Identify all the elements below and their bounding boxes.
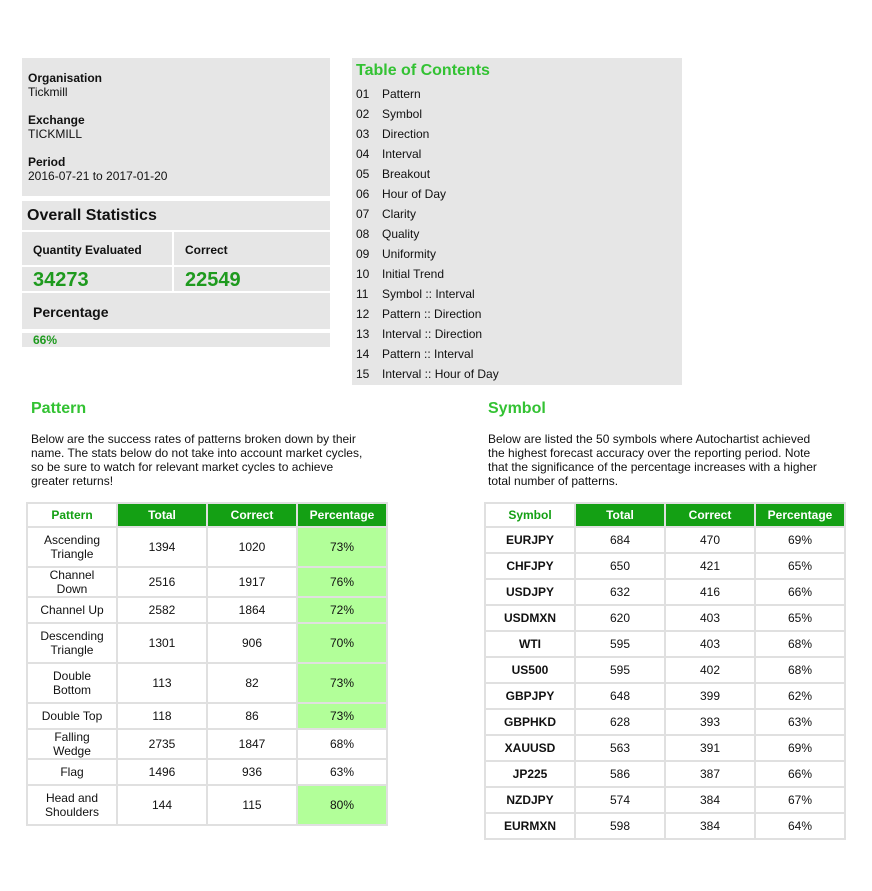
pattern-section-description: Below are the success rates of patterns broken down by their name. The stats below do not take into account market cycles, so be sure to watch for relevant market cycles to achieve greater returns!	[31, 432, 363, 488]
pattern-total-cell: 2582	[118, 598, 206, 622]
correct-cell	[174, 267, 330, 291]
symbol-correct-cell: 384	[666, 788, 754, 812]
pattern-total-cell: 113	[118, 664, 206, 702]
table-of-contents	[352, 58, 682, 385]
toc-item-number: 07	[356, 207, 370, 221]
toc-item-label: Interval	[382, 147, 422, 161]
pattern-correct-cell: 1864	[208, 598, 296, 622]
overall-statistics-header	[22, 201, 330, 230]
table-row	[28, 598, 386, 622]
toc-item-interval[interactable]	[356, 147, 421, 161]
symbol-total-cell: 586	[576, 762, 664, 786]
symbol-correct-cell: 403	[666, 606, 754, 630]
pattern-percentage-cell: 73%	[298, 704, 386, 728]
toc-item-number: 09	[356, 247, 370, 261]
symbol-correct-cell: 393	[666, 710, 754, 734]
toc-item-label: Uniformity	[382, 247, 437, 261]
toc-item-label: Symbol :: Interval	[382, 287, 475, 301]
symbol-percentage-cell: 67%	[756, 788, 844, 812]
table-row	[486, 632, 844, 656]
symbol-column-header: Total	[576, 504, 664, 526]
pattern-correct-cell: 906	[208, 624, 296, 662]
toc-item-label: Direction	[382, 127, 430, 141]
toc-item-number: 13	[356, 327, 370, 341]
table-row	[28, 624, 386, 662]
symbol-name-cell: US500	[486, 658, 574, 682]
table-row	[486, 606, 844, 630]
correct-header	[174, 232, 330, 265]
quantity-evaluated-value: 34273	[33, 269, 89, 291]
table-row	[486, 762, 844, 786]
pattern-name-cell: Ascending Triangle	[28, 528, 116, 566]
table-row	[486, 736, 844, 760]
table-row	[28, 704, 386, 728]
table-row	[28, 786, 386, 824]
toc-item-symbol[interactable]	[356, 107, 422, 121]
symbol-name-cell: GBPJPY	[486, 684, 574, 708]
symbol-percentage-cell: 69%	[756, 528, 844, 552]
symbol-name-cell: JP225	[486, 762, 574, 786]
pattern-total-cell: 2735	[118, 730, 206, 758]
toc-item-label: Interval :: Direction	[382, 327, 483, 341]
pattern-percentage-cell: 72%	[298, 598, 386, 622]
pattern-table	[26, 502, 388, 826]
toc-item-number: 03	[356, 127, 370, 141]
toc-item-number: 06	[356, 187, 370, 201]
toc-item-number: 15	[356, 367, 370, 381]
table-row	[486, 710, 844, 734]
pattern-column-header: Total	[118, 504, 206, 526]
table-row	[486, 814, 844, 838]
symbol-correct-cell: 403	[666, 632, 754, 656]
table-row	[486, 684, 844, 708]
table-row	[28, 664, 386, 702]
symbol-name-cell: USDMXN	[486, 606, 574, 630]
pattern-column-header: Correct	[208, 504, 296, 526]
toc-item-number: 12	[356, 307, 370, 321]
symbol-percentage-cell: 68%	[756, 632, 844, 656]
table-row	[28, 568, 386, 596]
symbol-correct-cell: 416	[666, 580, 754, 604]
pattern-column-header: Percentage	[298, 504, 386, 526]
symbol-total-cell: 628	[576, 710, 664, 734]
symbol-correct-cell: 470	[666, 528, 754, 552]
pattern-correct-cell: 82	[208, 664, 296, 702]
toc-item-number: 02	[356, 107, 370, 121]
symbol-name-cell: EURMXN	[486, 814, 574, 838]
symbol-total-cell: 632	[576, 580, 664, 604]
pattern-percentage-cell: 73%	[298, 528, 386, 566]
pattern-percentage-cell: 63%	[298, 760, 386, 784]
symbol-total-cell: 620	[576, 606, 664, 630]
pattern-name-cell: Descending Triangle	[28, 624, 116, 662]
symbol-total-cell: 684	[576, 528, 664, 552]
toc-item-label: Pattern	[382, 87, 421, 101]
symbol-name-cell: USDJPY	[486, 580, 574, 604]
symbol-name-cell: EURJPY	[486, 528, 574, 552]
pattern-correct-cell: 115	[208, 786, 296, 824]
symbol-section-title: Symbol	[488, 400, 546, 417]
symbol-correct-cell: 399	[666, 684, 754, 708]
symbol-percentage-cell: 66%	[756, 762, 844, 786]
period-group	[28, 155, 167, 183]
exchange-group	[28, 113, 85, 141]
symbol-total-cell: 650	[576, 554, 664, 578]
organisation-label: Organisation	[28, 71, 103, 85]
percentage-bar	[22, 333, 330, 347]
toc-item-breakout[interactable]	[356, 167, 430, 181]
symbol-section-description: Below are listed the 50 symbols where Autochartist achieved the highest forecast accuracy over the reporting period. Note that the significance of the percentage increases with a higher total number of patterns.	[488, 432, 817, 488]
quantity-evaluated-header	[22, 232, 172, 265]
symbol-percentage-cell: 68%	[756, 658, 844, 682]
table-row	[28, 760, 386, 784]
toc-item-label: Initial Trend	[382, 267, 445, 281]
pattern-name-cell: Flag	[28, 760, 116, 784]
period-value: 2016-07-21 to 2017-01-20	[28, 169, 168, 183]
table-row	[486, 658, 844, 682]
pattern-correct-cell: 1020	[208, 528, 296, 566]
symbol-name-cell: XAUUSD	[486, 736, 574, 760]
toc-item-label: Symbol	[382, 107, 423, 121]
pattern-column-header: Pattern	[28, 504, 116, 526]
pattern-correct-cell: 936	[208, 760, 296, 784]
pattern-percentage-cell: 80%	[298, 786, 386, 824]
table-row	[28, 730, 386, 758]
overall-statistics-title: Overall Statistics	[27, 207, 157, 224]
pattern-percentage-cell: 76%	[298, 568, 386, 596]
pattern-name-cell: Channel Down	[28, 568, 116, 596]
toc-item-symbol-interval[interactable]	[356, 287, 475, 301]
correct-value: 22549	[185, 269, 241, 291]
toc-item-label: Clarity	[382, 207, 417, 221]
pattern-name-cell: Falling Wedge	[28, 730, 116, 758]
period-label: Period	[28, 155, 66, 169]
symbol-column-header: Percentage	[756, 504, 844, 526]
pattern-name-cell: Double Top	[28, 704, 116, 728]
toc-item-number: 04	[356, 147, 370, 161]
table-row	[486, 580, 844, 604]
organisation-value: Tickmill	[28, 85, 68, 99]
table-row	[486, 554, 844, 578]
toc-item-clarity[interactable]	[356, 207, 416, 221]
toc-item-direction[interactable]	[356, 127, 429, 141]
symbol-name-cell: CHFJPY	[486, 554, 574, 578]
symbol-percentage-cell: 66%	[756, 580, 844, 604]
symbol-total-cell: 574	[576, 788, 664, 812]
exchange-value: TICKMILL	[28, 127, 83, 141]
symbol-correct-cell: 402	[666, 658, 754, 682]
table-row	[486, 528, 844, 552]
symbol-correct-cell: 391	[666, 736, 754, 760]
symbol-total-cell: 648	[576, 684, 664, 708]
toc-item-label: Hour of Day	[382, 187, 447, 201]
pattern-section-title: Pattern	[31, 400, 87, 417]
toc-item-quality[interactable]	[356, 227, 419, 241]
symbol-total-cell: 595	[576, 658, 664, 682]
symbol-percentage-cell: 65%	[756, 554, 844, 578]
pattern-name-cell: Channel Up	[28, 598, 116, 622]
symbol-table	[484, 502, 846, 840]
organisation-group	[28, 71, 102, 99]
symbol-correct-cell: 384	[666, 814, 754, 838]
pattern-total-cell: 1394	[118, 528, 206, 566]
toc-item-pattern-direction[interactable]	[356, 307, 481, 321]
toc-item-number: 05	[356, 167, 370, 181]
symbol-correct-cell: 387	[666, 762, 754, 786]
symbol-percentage-cell: 62%	[756, 684, 844, 708]
table-row	[486, 788, 844, 812]
symbol-name-cell: WTI	[486, 632, 574, 656]
exchange-label: Exchange	[28, 113, 85, 127]
symbol-percentage-cell: 65%	[756, 606, 844, 630]
pattern-correct-cell: 86	[208, 704, 296, 728]
quantity-evaluated-label: Quantity Evaluated	[33, 243, 142, 257]
pattern-total-cell: 118	[118, 704, 206, 728]
pattern-name-cell: Head and Shoulders	[28, 786, 116, 824]
toc-item-label: Quality	[382, 227, 420, 241]
percentage-label: Percentage	[33, 304, 109, 320]
pattern-total-cell: 2516	[118, 568, 206, 596]
percentage-header	[22, 293, 330, 329]
pattern-name-cell: Double Bottom	[28, 664, 116, 702]
toc-item-number: 11	[356, 287, 369, 301]
pattern-correct-cell: 1917	[208, 568, 296, 596]
symbol-total-cell: 598	[576, 814, 664, 838]
toc-item-interval-hour-of-day[interactable]	[356, 367, 499, 381]
table-row	[28, 528, 386, 566]
toc-item-hour-of-day[interactable]	[356, 187, 446, 201]
toc-item-label: Pattern :: Interval	[382, 347, 474, 361]
toc-item-number: 01	[356, 87, 370, 101]
pattern-correct-cell: 1847	[208, 730, 296, 758]
symbol-column-header: Symbol	[486, 504, 574, 526]
toc-item-interval-direction[interactable]	[356, 327, 482, 341]
symbol-total-cell: 595	[576, 632, 664, 656]
symbol-percentage-cell: 63%	[756, 710, 844, 734]
pattern-percentage-cell: 70%	[298, 624, 386, 662]
toc-item-initial-trend[interactable]	[356, 267, 444, 281]
symbol-correct-cell: 421	[666, 554, 754, 578]
symbol-percentage-cell: 69%	[756, 736, 844, 760]
pattern-percentage-cell: 73%	[298, 664, 386, 702]
pattern-total-cell: 144	[118, 786, 206, 824]
toc-item-label: Interval :: Hour of Day	[382, 367, 499, 381]
symbol-percentage-cell: 64%	[756, 814, 844, 838]
correct-label: Correct	[185, 243, 228, 257]
symbol-total-cell: 563	[576, 736, 664, 760]
toc-item-label: Breakout	[382, 167, 431, 181]
symbol-name-cell: GBPHKD	[486, 710, 574, 734]
toc-item-number: 14	[356, 347, 370, 361]
pattern-percentage-cell: 68%	[298, 730, 386, 758]
pattern-total-cell: 1496	[118, 760, 206, 784]
toc-item-label: Pattern :: Direction	[382, 307, 482, 321]
symbol-column-header: Correct	[666, 504, 754, 526]
report-info-panel	[22, 58, 330, 196]
quantity-evaluated-cell	[22, 267, 172, 291]
toc-item-pattern[interactable]	[356, 87, 421, 101]
toc-item-uniformity[interactable]	[356, 247, 436, 261]
pattern-total-cell: 1301	[118, 624, 206, 662]
toc-title: Table of Contents	[356, 62, 490, 79]
percentage-value: 66%	[33, 333, 58, 347]
toc-item-number: 10	[356, 267, 370, 281]
symbol-name-cell: NZDJPY	[486, 788, 574, 812]
toc-item-pattern-interval[interactable]	[356, 347, 473, 361]
toc-item-number: 08	[356, 227, 370, 241]
